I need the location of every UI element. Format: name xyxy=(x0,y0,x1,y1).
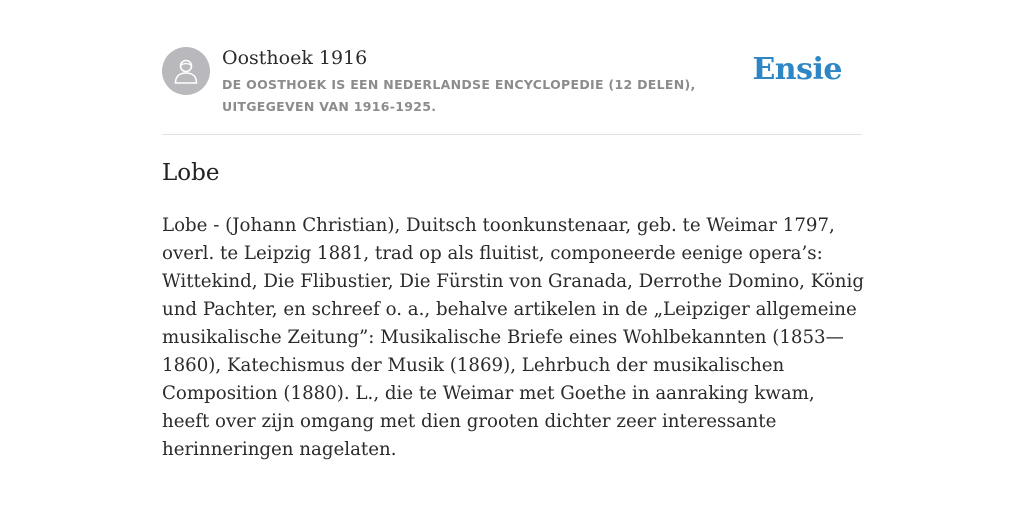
user-silhouette-icon xyxy=(172,57,200,85)
source-header xyxy=(162,0,862,135)
source-description: DE OOSTHOEK IS EEN NEDERLANDSE ENCYCLOPEDIE (12 DELEN), UITGEGEVEN VAN 1916-1925. xyxy=(222,77,696,114)
source-info xyxy=(222,46,762,118)
ensie-logo[interactable]: Ensie xyxy=(752,52,842,87)
avatar[interactable] xyxy=(162,47,210,95)
entry-title: Lobe xyxy=(162,160,220,186)
source-title[interactable]: Oosthoek 1916 xyxy=(222,47,368,69)
entry-body: Lobe - (Johann Christian), Duitsch toonkunstenaar, geb. te Weimar 1797, overl. te Leipzig 1881, trad op als fluitist, componeerde eenige opera’s: Wittekind, Die Flibustier, Die Fürstin von Granada, Derrothe Domino, König und Pachter, en schreef o. a., behalve artikelen in de „Leipziger allgemeine musikalische Zeitung”: Musikalische Briefe eines Wohlbekannten (1853—1860), Katechismus der Musik (1869), Lehrbuch der musikalischen Composition (1880). L., die te Weimar met Goethe in aanraking kwam, heeft over zijn omgang met dien grooten dichter zeer interessante herinneringen nagelaten. xyxy=(162,215,864,460)
entry-card xyxy=(162,0,864,460)
